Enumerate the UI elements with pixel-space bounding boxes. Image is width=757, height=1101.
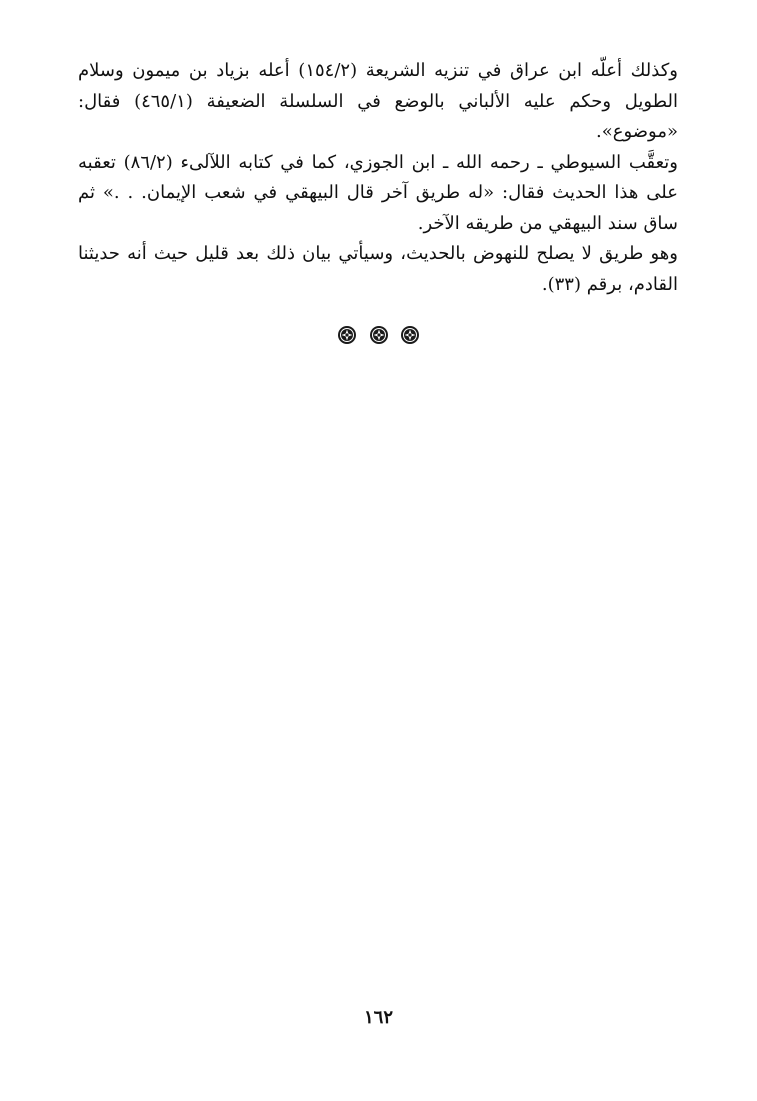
section-divider-ornaments	[0, 324, 757, 348]
paragraph-3: وهو طريق لا يصلح للنهوض بالحديث، وسيأتي بيان ذلك بعد قليل حيث أنه حديثنا القادم، برقم (٣٣).	[78, 243, 678, 295]
rosette-ornament-icon	[400, 325, 420, 345]
rosette-ornament-icon	[369, 325, 389, 345]
page-number: ١٦٢	[363, 1007, 393, 1028]
paragraph-2: وتعقَّب السيوطي ـ رحمه الله ـ ابن الجوزي، كما في كتابه اللآلىء (٨٦/٢) تعقبه على هذا الحديث فقال: «له طريق آخر قال البيهقي في شعب الإيمان. . .» ثم ساق سند البيهقي من طريقه الآخر.	[78, 151, 679, 234]
paragraph-1: وكذلك أعلّه ابن عراق في تنزيه الشريعة (١٥٤/٢) أعله بزياد بن ميمون وسلام الطويل وحكم عليه الألباني بالوضع في السلسلة الضعيفة (٤٦٥/١) فقال: «موضوع».	[78, 60, 678, 142]
body-text	[78, 56, 678, 300]
rosette-ornament-icon	[337, 325, 357, 345]
